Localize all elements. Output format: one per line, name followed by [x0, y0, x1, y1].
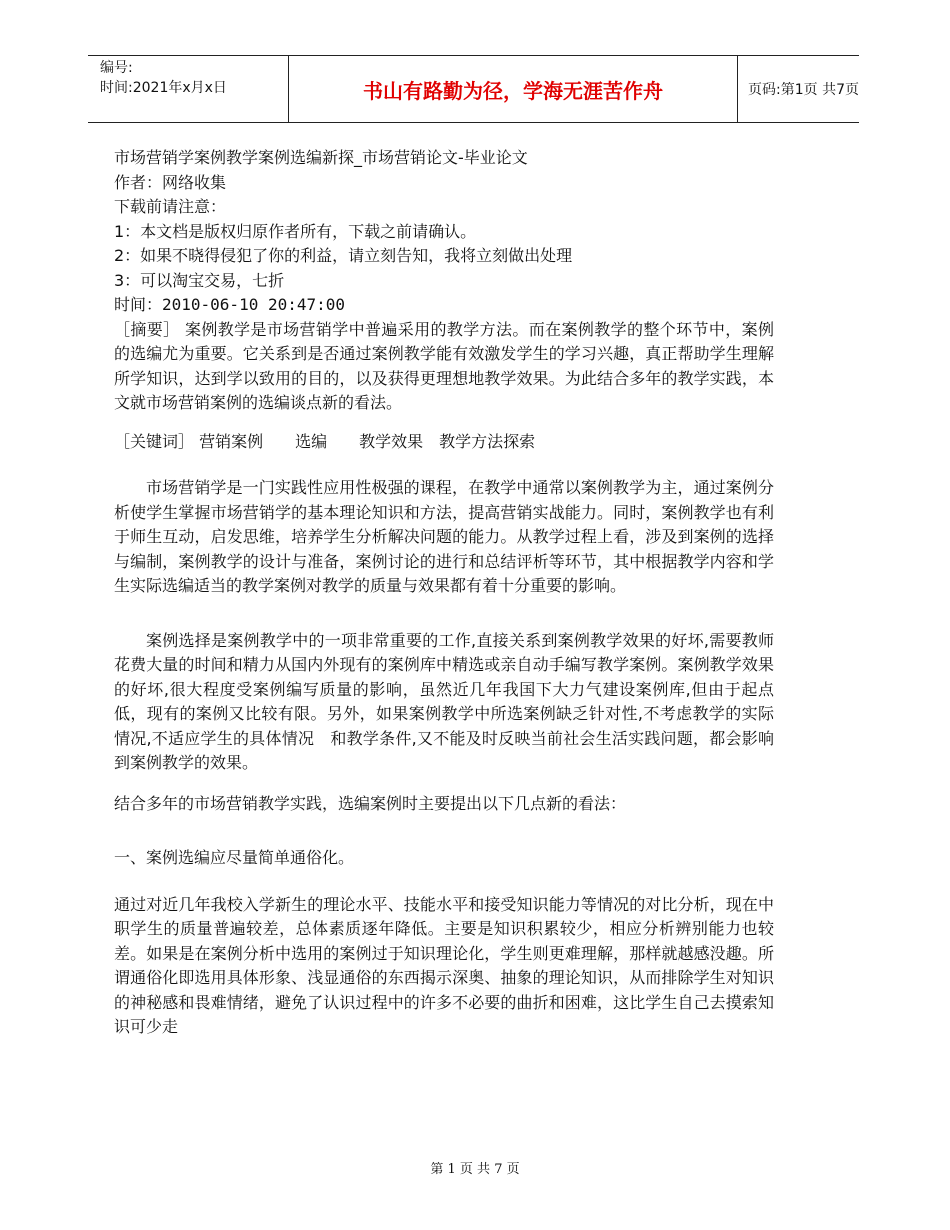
- page-header: [88, 55, 859, 123]
- header-page-number: 页码:第1页 共7页: [748, 82, 859, 98]
- author-line: 作者：网络收集: [114, 172, 227, 192]
- notice-item-2: 2：如果不晓得侵犯了你的利益，请立刻告知，我将立刻做出处理: [114, 246, 573, 265]
- document-number-label: 编号:: [100, 60, 133, 76]
- body-paragraph-1: 市场营销学是一门实践性应用性极强的课程，在教学中通常以案例教学为主，通过案例分析使学生掌握市场营销学的基本理论知识和方法，提高营销实战能力。同时，案例教学也有利于师生互动，启发思维，培养学生分析解决问题的能力。从教学过程上看，涉及到案例的选择与编制，案例教学的设计与准备，案例讨论的进行和总结评析等环节，其中根据教学内容和学生实际选编适当的教学案例对教学的质量与效果都有着十分重要的影响。: [114, 478, 774, 595]
- header-motto: 书山有路勤为径，学海无涯苦作舟: [288, 56, 738, 122]
- page-footer: 第 1 页 共 7 页: [430, 1162, 520, 1177]
- keywords-line: ［关键词］ 营销案例 选编 教学效果 教学方法探索: [114, 431, 536, 451]
- section-heading-1: 一、案例选编应尽量简单通俗化。: [114, 848, 355, 867]
- document-time-label: 时间:2021年x月x日: [100, 80, 227, 96]
- document-title: 市场营销学案例教学案例选编新探_市场营销论文-毕业论文: [114, 148, 528, 167]
- document-body: [114, 146, 774, 1040]
- header-meta: [100, 58, 227, 98]
- timestamp-line: 时间：2010-06-10 20:47:00: [114, 295, 346, 314]
- notice-heading: 下载前请注意：: [114, 197, 227, 216]
- body-paragraph-3: 结合多年的市场营销教学实践，选编案例时主要提出以下几点新的看法：: [114, 793, 627, 813]
- notice-item-1: 1：本文档是版权归原作者所有，下载之前请确认。: [114, 221, 477, 241]
- body-paragraph-4: 通过对近几年我校入学新生的理论水平、技能水平和接受知识能力等情况的对比分析，现在中职学生的质量普遍较差，总体素质逐年降低。主要是知识积累较少，相应分析辨别能力也较差。如果是在案例分析中选用的案例过于知识理论化，学生则更难理解，那样就越感没趣。所谓通俗化即选用具体形象、浅显通俗的东西揭示深奥、抽象的理论知识，从而排除学生对知识的神秘感和畏难情绪，避免了认识过程中的许多不必要的曲折和困难，这比学生自己去摸索知识可少走: [114, 894, 774, 1036]
- body-paragraph-2: 案例选择是案例教学中的一项非常重要的工作,直接关系到案例教学效果的好坏,需要教师花费大量的时间和精力从国内外现有的案例库中精选或亲自动手编写教学案例。案例教学效果的好坏,很大程度受案例编写质量的影响，虽然近几年我国下大力气建设案例库,但由于起点低，现有的案例又比较有限。另外，如果案例教学中所选案例缺乏针对性,不考虑教学的实际情况,不适应学生的具体情况 和教学条件,又不能及时反映当前社会生活实践问题，都会影响到案例教学的效果。: [114, 630, 774, 772]
- notice-item-3: 3：可以淘宝交易，七折: [114, 270, 285, 290]
- abstract-paragraph: ［摘要］ 案例教学是市场营销学中普遍采用的教学方法。而在案例教学的整个环节中，案例的选编尤为重要。它关系到是否通过案例教学能有效激发学生的学习兴趣，真正帮助学生理解所学知识，达到学以致用的目的，以及获得更理想地教学效果。为此结合多年的教学实践，本文就市场营销案例的选编谈点新的看法。: [114, 319, 774, 412]
